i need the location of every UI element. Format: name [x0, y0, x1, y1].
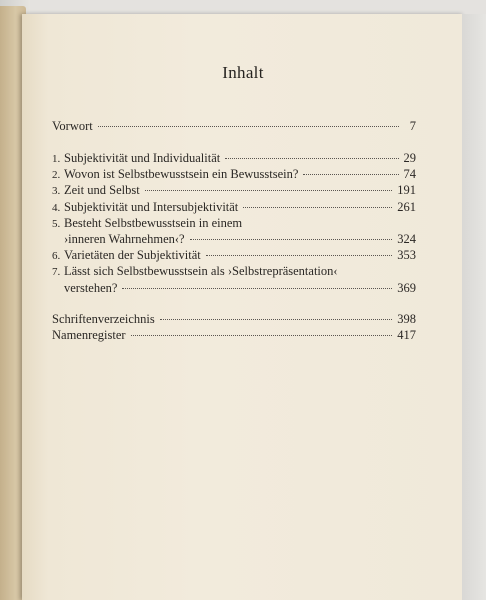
- toc-entry-title: Zeit und Selbst: [64, 183, 140, 198]
- toc-entry: [52, 199, 416, 215]
- toc-entry-title: Subjektivität und Individualität: [64, 151, 221, 165]
- page-title: Inhalt: [222, 63, 264, 82]
- toc-page-number: 29: [403, 151, 416, 165]
- book-page: [22, 14, 464, 600]
- chapter-number: 7.: [52, 266, 61, 279]
- chapter-number: 6.: [52, 250, 61, 263]
- toc-page-number: 369: [397, 280, 416, 295]
- toc-entry-title: Varietäten der Subjektivität: [64, 248, 201, 263]
- toc-entry-title: Schriftenverzeichnis: [52, 312, 155, 326]
- toc-entry-title: Subjektivität und Intersubjektivität: [64, 199, 239, 214]
- toc-page-number: 261: [397, 199, 416, 214]
- toc-page-number: 191: [397, 183, 416, 198]
- toc-entry-line2: [52, 231, 416, 247]
- leader-dots: [225, 158, 398, 159]
- leader-dots: [190, 239, 393, 240]
- leader-dots: [145, 190, 393, 191]
- toc-entry-title: Besteht Selbstbewusstsein in einem: [64, 215, 243, 230]
- toc-entry: [52, 311, 416, 327]
- toc-page-number: 398: [397, 312, 416, 326]
- chapter-number: 5.: [52, 217, 61, 230]
- toc-page-number: 353: [397, 248, 416, 263]
- toc-chapters: [52, 150, 416, 296]
- leader-dots: [131, 335, 393, 336]
- toc-page-number: 74: [403, 167, 416, 182]
- toc-entry-title-continued: verstehen?: [64, 280, 118, 295]
- leader-dots: [98, 126, 399, 127]
- toc-vorwort: [52, 118, 416, 134]
- leader-dots: [206, 255, 392, 256]
- chapter-number: 2.: [52, 169, 61, 182]
- background-right: [462, 14, 486, 600]
- toc-back-matter: [52, 311, 416, 343]
- toc-entry-line1: [52, 263, 416, 279]
- toc-page-number: 7: [409, 119, 416, 133]
- toc-entry-title: Vorwort: [52, 119, 93, 133]
- toc-entry: [52, 166, 416, 182]
- toc-page-number: 417: [397, 328, 416, 343]
- leader-dots: [160, 319, 393, 320]
- chapter-number: 3.: [52, 185, 61, 198]
- toc-entry-title-continued: ›inneren Wahrnehmen‹?: [64, 231, 185, 246]
- toc-entry: [52, 182, 416, 198]
- toc-entry-line2: [52, 280, 416, 296]
- toc-page-number: 324: [397, 231, 416, 246]
- leader-dots: [243, 207, 392, 208]
- toc-entry: [52, 327, 416, 343]
- chapter-number: 4.: [52, 201, 61, 214]
- leader-dots: [303, 174, 398, 175]
- toc-entry-title: Wovon ist Selbstbewusstsein ein Bewusstsein?: [64, 167, 299, 182]
- toc-entry-line1: [52, 215, 416, 231]
- toc-entry: [52, 247, 416, 263]
- toc-entry-title: Namenregister: [52, 328, 126, 343]
- toc-entry-title: Lässt sich Selbstbewusstsein als ›Selbstrepräsentation‹: [64, 264, 338, 279]
- toc-entry: [52, 150, 416, 166]
- leader-dots: [122, 288, 392, 289]
- chapter-number: 1.: [52, 153, 61, 165]
